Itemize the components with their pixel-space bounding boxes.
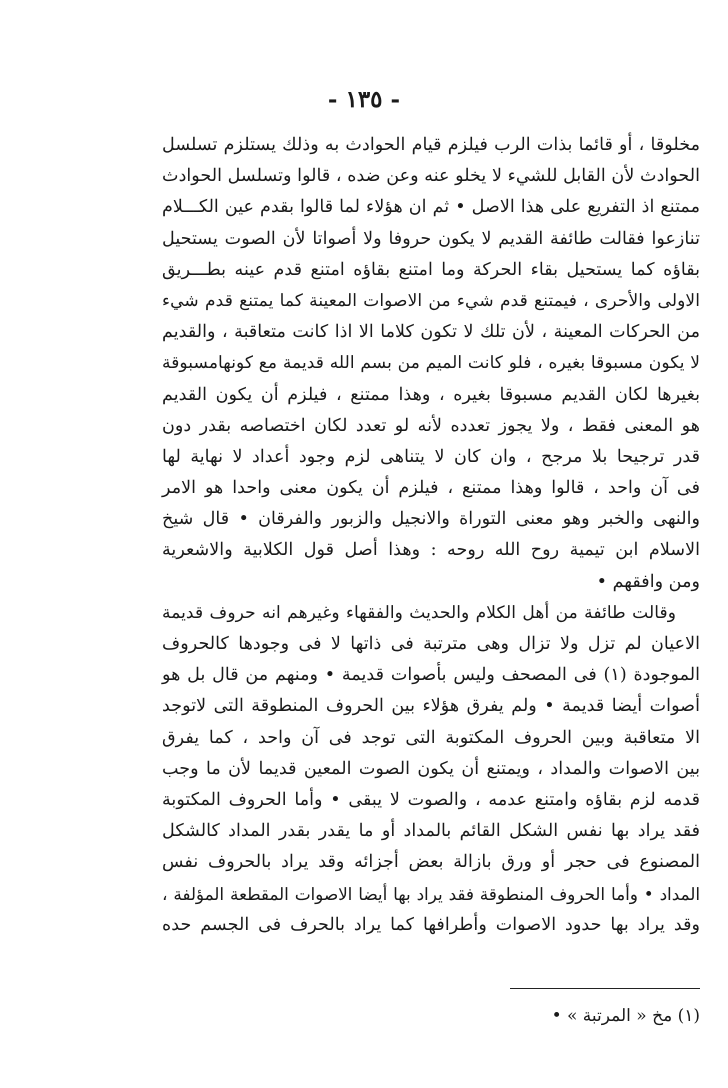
text-line: والنهى والخبر وهو معنى التوراة والانجيل والزبور والفرقان • قال شيخ bbox=[162, 509, 700, 530]
page-number: - ١٣٥ - bbox=[327, 86, 401, 113]
text-line: قدر ترجيحا بلا مرجح ، وان كان لا يتناهى لزم وجود أعداد لا نهاية لها bbox=[162, 446, 700, 467]
text-line: الاعيان لم تزل ولا تزال وهى مترتبة فى ذاتها لا فى وجودها كالحروف bbox=[162, 634, 700, 654]
text-line: بغيرها لكان القديم مسبوقا بغيره ، وهذا ممتنع ، فيلزم أن يكون القديم bbox=[162, 384, 700, 405]
text-line: قدمه لزم بقاؤه وامتنع عدمه ، والصوت لا يبقى • وأما الحروف المكتوبة bbox=[162, 789, 700, 810]
text-line: المصنوع فى حجر أو ورق بازالة بعض أجزائه وقد يراد بالحروف نفس bbox=[162, 852, 700, 873]
text-line: المداد • وأما الحروف المنطوقة فقد يراد بها أيضا الاصوات المقطعة المؤلفة ، bbox=[162, 883, 700, 904]
text-line: فى آن واحد ، قالوا وهذا ممتنع ، فيلزم أن يكون معنى واحدا هو الامر bbox=[162, 478, 700, 499]
text-line: وقد يراد بها حدود الاصوات وأطرافها كما يراد بالحرف فى الجسم حده bbox=[162, 914, 700, 935]
body-text bbox=[162, 130, 700, 941]
text-line: مخلوقا ، أو قائما بذات الرب فيلزم قيام الحوادث به وذلك يستلزم تسلسل bbox=[162, 135, 700, 155]
text-line: الا متعاقبة وبين الحروف المكتوبة التى توجد فى آن واحد ، كما يفرق bbox=[162, 727, 700, 748]
text-line: فقد يراد بها نفس الشكل القائم بالمداد أو ما يقدر بقدر المداد كالشكل bbox=[162, 821, 700, 842]
text-line: وقالت طائفة من أهل الكلام والحديث والفقهاء وغيرهم انه حروف قديمة bbox=[162, 602, 676, 623]
text-line: أصوات أيضا قديمة • ولم يفرق هؤلاء بين الحروف المنطوقة التى لاتوجد bbox=[162, 696, 700, 717]
text-line: من الحركات المعينة ، لأن تلك لا تكون كلاما الا اذا كانت متعاقبة ، والقديم bbox=[162, 322, 700, 343]
text-line: بين الاصوات والمداد ، ويمتنع أن يكون الصوت المعين قديما لأن ما وجب bbox=[162, 758, 700, 779]
text-line: ومن وافقهم • bbox=[596, 571, 700, 592]
footnote-divider bbox=[510, 988, 700, 989]
text-line: لا يكون مسبوقا بغيره ، فلو كانت الميم من بسم الله قديمة مع كونهامسبوقة bbox=[162, 353, 700, 374]
text-line: الموجودة (١) فى المصحف وليس بأصوات قديمة • ومنهم من قال بل هو bbox=[162, 665, 700, 686]
text-line: الاسلام ابن تيمية روح الله روحه : وهذا أصل قول الكلابية والاشعرية bbox=[162, 540, 700, 561]
text-line: ممتنع اذ التفريع على هذا الاصل • ثم ان هؤلاء لما قالوا بقدم عين الكـــلام bbox=[162, 197, 700, 218]
text-line: الاولى والأحرى ، فيمتنع قدم شيء من الاصوات المعينة كما يمتنع قدم شيء bbox=[162, 290, 700, 311]
text-line: هو المعنى فقط ، ولا يجوز تعدده لأنه لو تعدد لكان اختصاصه بقدر دون bbox=[162, 415, 700, 436]
text-line: بقاؤه كما يستحيل بقاء الحركة وما امتنع بقاؤه امتنع قدم عينه بطـــريق bbox=[162, 259, 700, 280]
text-line: الحوادث لأن القابل للشيء لا يخلو عنه وعن ضده ، قالوا وتسلسل الحوادث bbox=[162, 166, 700, 187]
text-line: تنازعوا فقالت طائفة القديم لا يكون حروفا ولا أصواتا لأن الصوت يستحيل bbox=[162, 228, 700, 249]
footnote: (١) مخ « المرتبة » • bbox=[551, 1006, 700, 1026]
